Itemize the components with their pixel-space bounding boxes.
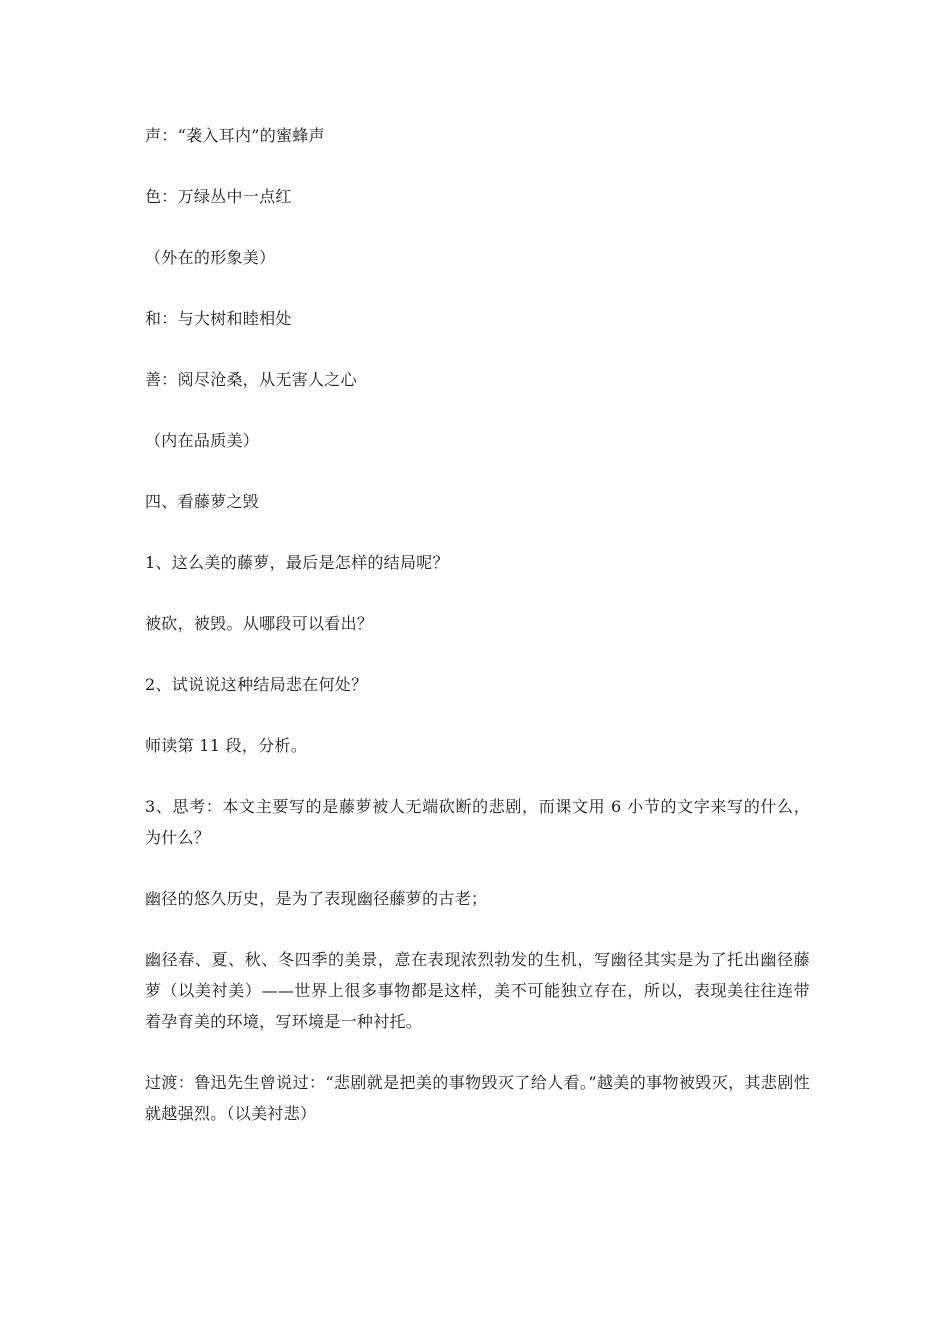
paragraph-outer-beauty: （外在的形象美） [145,248,276,267]
answer-3a: 幽径的悠久历史，是为了表现幽径藤萝的古老； [145,889,488,908]
question-1: 1、这么美的藤萝，最后是怎样的结局呢？ [145,553,449,572]
question-3: 3、思考：本文主要写的是藤萝被人无端砍断的悲剧，而课文用 6 小节的文字来写的什么，为什么？ [145,797,810,847]
question-2: 2、试说说这种结局悲在何处？ [145,675,368,694]
paragraph-harmony: 和：与大树和睦相处 [145,309,292,328]
paragraph-sound: 声：“袭入耳内”的蜜蜂声 [145,126,325,145]
section-heading: 四、看藤萝之毁 [145,492,260,511]
teacher-note: 师读第 11 段，分析。 [145,736,308,755]
document-page [145,120,810,1159]
paragraph-kindness: 善：阅尽沧桑，从无害人之心 [145,370,357,389]
paragraph-inner-beauty: （内在品质美） [145,431,260,450]
paragraph-color: 色：万绿丛中一点红 [145,187,292,206]
answer-3b: 幽径春、夏、秋、冬四季的美景，意在表现浓烈勃发的生机，写幽径其实是为了托出幽径藤萝（以美衬美）——世界上很多事物都是这样，美不可能独立存在，所以，表现美往往连带着孕育美的环境，写环境是一种衬托。 [145,950,810,1031]
answer-1: 被砍，被毁。从哪段可以看出？ [145,614,374,633]
transition-paragraph: 过渡：鲁迅先生曾说过：“悲剧就是把美的事物毁灭了给人看。”越美的事物被毁灭，其悲剧性就越强烈。（以美衬悲） [145,1073,810,1123]
